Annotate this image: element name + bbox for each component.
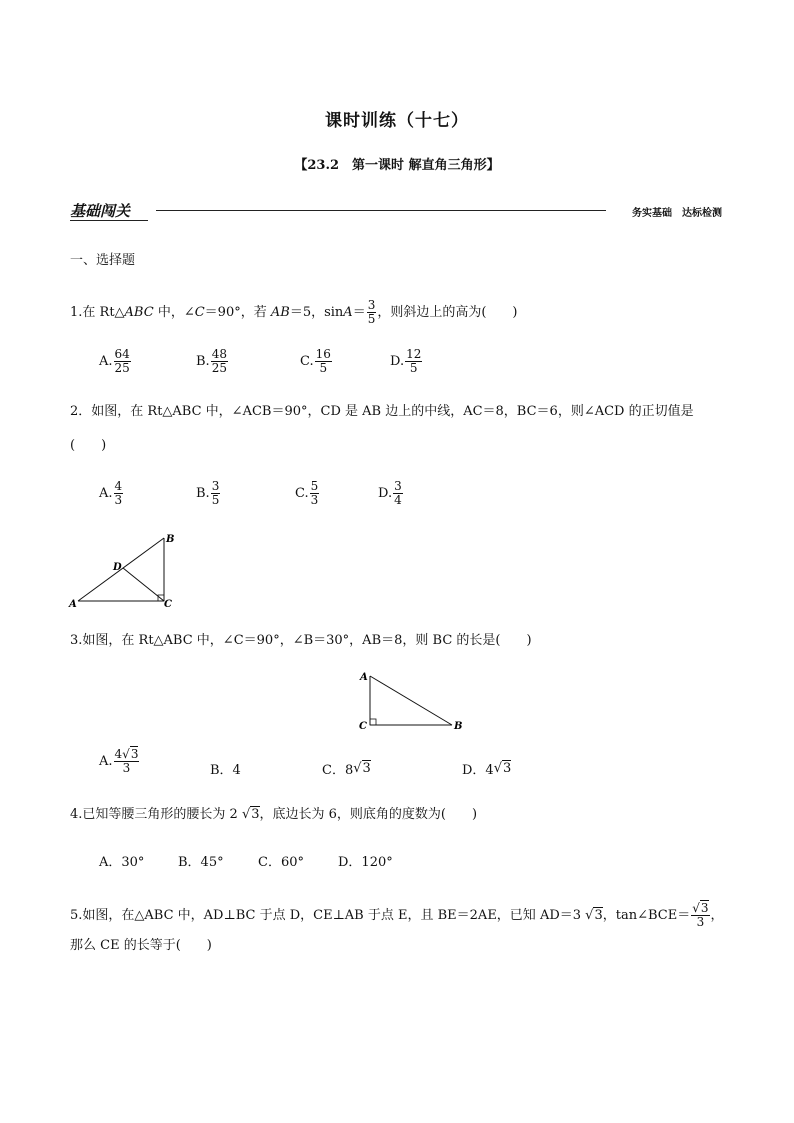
q3-label-c: C — [359, 721, 367, 732]
question-4: 4.已知等腰三角形的腰长为 2 √3，底边长为 6，则底角的度数为( ) — [70, 807, 478, 822]
q3-option-b[interactable]: B．4 — [210, 763, 241, 778]
q3-label-a: A — [360, 672, 368, 683]
section-heading: 一、选择题 — [70, 253, 136, 268]
q1-option-c[interactable]: C. $\frac{16}{5}$ — [300, 347, 331, 375]
q2-label-a: A — [69, 599, 77, 610]
q2-label-d: D — [113, 562, 122, 573]
q2-figure — [66, 530, 186, 614]
q2-option-d[interactable]: D. $\frac{3}{4}$ — [378, 479, 402, 507]
question-3: 3.如图，在 Rt△ABC 中，∠C＝90°，∠B＝30°，AB＝8，则 BC 的长是( ) — [70, 633, 532, 648]
q2-label-b: B — [166, 534, 175, 545]
q4-option-d[interactable]: D．120° — [338, 855, 393, 870]
question-5-line-2: 那么 CE 的长等于( ) — [70, 938, 212, 953]
q1-option-a[interactable]: A. $\frac{64}{25}$ — [99, 347, 130, 375]
question-2-blank: ( ) — [70, 438, 107, 453]
lesson-subtitle: 【23.2 第一课时 解直角三角形】 — [294, 158, 500, 173]
q4-option-a[interactable]: A．30° — [99, 855, 145, 870]
q1-option-d[interactable]: D. $\frac{12}{5}$ — [390, 347, 422, 375]
q5-fraction: $\frac{√3}{3}$ — [692, 901, 709, 929]
banner-label: 基础闯关 — [70, 202, 131, 220]
q1-fraction: $\frac{3}{5}$ — [367, 298, 376, 326]
q2-option-b[interactable]: B. $\frac{3}{5}$ — [196, 479, 220, 507]
question-2: 2．如图，在 Rt△ABC 中，∠ACB＝90°，CD 是 AB 边上的中线，AC＝8，BC＝6，则∠ACD 的正切值是 — [70, 404, 694, 419]
q3-label-b: B — [454, 721, 463, 732]
q2-label-c: C — [164, 599, 172, 610]
question-5: 5.如图，在△ABC 中，AD⊥BC 于点 D，CE⊥AB 于点 E，且 BE＝2AE，已知 AD＝3 √3，tan∠BCE＝ $\frac{√3}{3}$ ， — [70, 901, 724, 929]
q4-option-b[interactable]: B．45° — [178, 855, 224, 870]
q1-option-b[interactable]: B. $\frac{48}{25}$ — [196, 347, 227, 375]
q2-option-a[interactable]: A. $\frac{4}{3}$ — [99, 479, 123, 507]
banner-tagline: 务实基础 达标检测 — [632, 208, 722, 219]
banner-rule — [156, 210, 606, 211]
q3-option-d[interactable]: D．4 √3 — [462, 761, 512, 778]
question-1: 1.在 Rt△ABC 中，∠C＝90°，若 AB＝5，sinA＝ $\frac{3}{5}$ ，则斜边上的高为( ) — [70, 298, 518, 326]
page-title: 课时训练（十七） — [325, 111, 469, 131]
q3-option-c[interactable]: C．8 √3 — [322, 761, 371, 778]
section-banner — [70, 200, 722, 224]
q2-option-c[interactable]: C. $\frac{5}{3}$ — [295, 479, 319, 507]
q3-figure — [356, 668, 468, 734]
q4-option-c[interactable]: C．60° — [258, 855, 304, 870]
q3-option-a[interactable]: A. $\frac{4√3}{3}$ — [99, 747, 139, 775]
banner-underline — [70, 220, 148, 221]
